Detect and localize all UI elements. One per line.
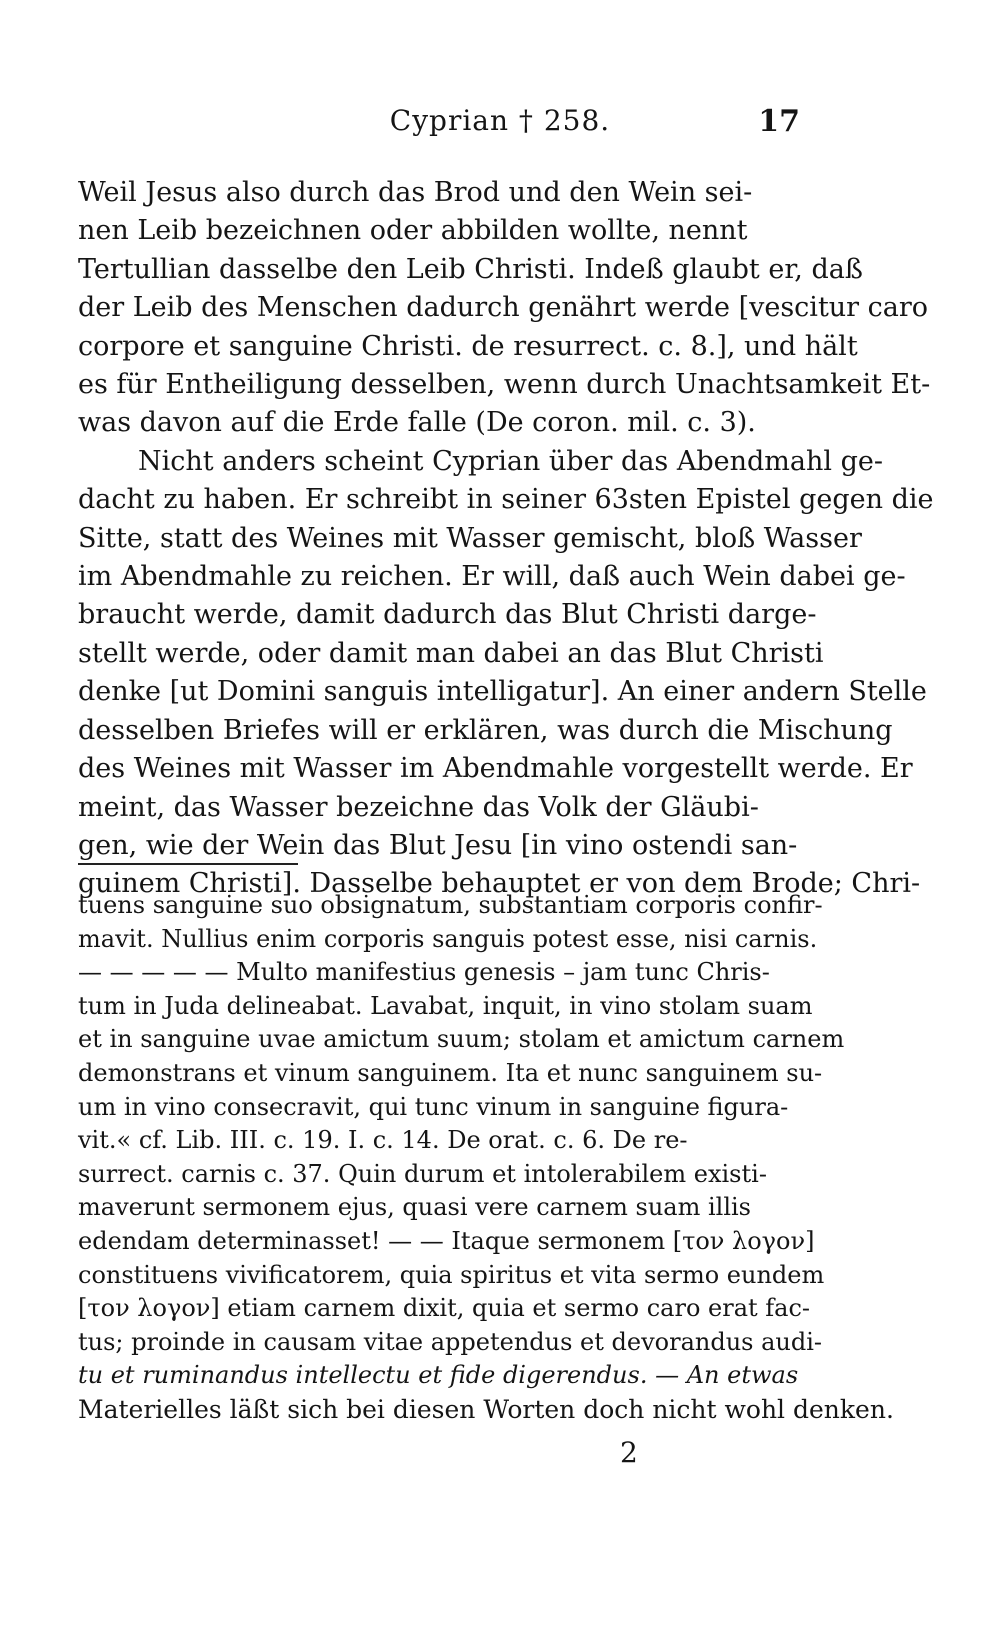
text-line: Tertullian dasselbe den Leib Christi. Indeß glaubt er, daß (78, 253, 863, 285)
text-line: gen, wie der Wein das Blut Jesu [in vino ostendi san- (78, 829, 798, 861)
text-line: dacht zu haben. Er schreibt in seiner 63sten Epistel gegen die (78, 484, 934, 516)
text-line: guinem Christi]. Dasselbe behauptet er von dem Brode; Chri- (78, 868, 921, 900)
text-line: Sitte, statt des Weines mit Wasser gemischt, bloß Wasser (78, 522, 862, 554)
running-head-title: Cyprian † 258. (389, 104, 611, 137)
text-line: Nicht anders scheint Cyprian über das Abendmahl ge- (138, 445, 883, 477)
text-line: der Leib des Menschen dadurch genährt werde [vescitur caro (78, 292, 929, 324)
signature-mark: 2 (620, 1436, 638, 1469)
text-line: meint, das Wasser bezeichne das Volk der Gläubi- (78, 791, 759, 823)
footnote-line: tus; proinde in causam vitae appetendus et devorandus audi- (78, 1327, 823, 1356)
text-line: braucht werde, damit dadurch das Blut Christi darge- (78, 599, 817, 631)
footnote-line: surrect. carnis c. 37. Quin durum et intolerabilem existi- (78, 1159, 767, 1188)
text-line: des Weines mit Wasser im Abendmahle vorgestellt werde. Er (78, 753, 913, 785)
footnote-line: maverunt sermonem ejus, quasi vere carnem suam illis (78, 1193, 751, 1222)
text-line: corpore et sanguine Christi. de resurrect. c. 8.], und hält (78, 330, 858, 362)
footnote-line: vit.« cf. Lib. III. c. 19. I. c. 14. De orat. c. 6. De re- (78, 1126, 688, 1155)
text-line: stellt werde, oder damit man dabei an das Blut Christi (78, 637, 824, 669)
text-line: desselben Briefes will er erklären, was durch die Mischung (78, 714, 893, 746)
text-line: im Abendmahle zu reichen. Er will, daß auch Wein dabei ge- (78, 561, 906, 593)
footnote-line: um in vino consecravit, qui tunc vinum in sanguine figura- (78, 1092, 789, 1121)
running-head (0, 104, 1000, 144)
footnote-line: edendam determinasset! — — Itaque sermonem [τον λογον] (78, 1226, 815, 1255)
text-line: was davon auf die Erde falle (De coron. mil. c. 3). (78, 407, 756, 439)
text-line: Weil Jesus also durch das Brod und den Wein sei- (78, 177, 753, 208)
main-text-block (78, 174, 934, 904)
footnote-line: Materielles läßt sich bei diesen Worten doch nicht wohl denken. (78, 1394, 894, 1424)
page-number: 17 (758, 104, 800, 139)
footnote-line: — — — — — Multo manifestius genesis – jam tunc Chris- (78, 958, 770, 987)
text-line: es für Entheiligung desselben, wenn durch Unachtsamkeit Et- (78, 369, 931, 401)
footnote-line: tuens sanguine suo obsignatum, substantiam corporis confir- (78, 891, 823, 919)
footnote-line: et in sanguine uvae amictum suum; stolam et amictum carnem (78, 1025, 845, 1054)
footnote-line: tu et ruminandus intellectu et fide digerendus. — An etwas (78, 1361, 799, 1390)
text-line: nen Leib bezeichnen oder abbilden wollte, nennt (78, 215, 748, 247)
text-line: denke [ut Domini sanguis intelligatur]. An einer andern Stelle (78, 676, 927, 708)
footnote-line: [τον λογον] etiam carnem dixit, quia et sermo caro erat fac- (78, 1294, 811, 1323)
footnote-line: mavit. Nullius enim corporis sanguis potest esse, nisi carnis. (78, 924, 818, 953)
footnote-line: demonstrans et vinum sanguinem. Ita et nunc sanguinem su- (78, 1058, 823, 1087)
footnote-line: constituens vivificatorem, quia spiritus et vita sermo eundem (78, 1260, 825, 1289)
footnote-block (78, 889, 894, 1427)
footnote-line: tum in Juda delineabat. Lavabat, inquit, in vino stolam suam (78, 991, 813, 1020)
footnote-rule (78, 863, 298, 865)
